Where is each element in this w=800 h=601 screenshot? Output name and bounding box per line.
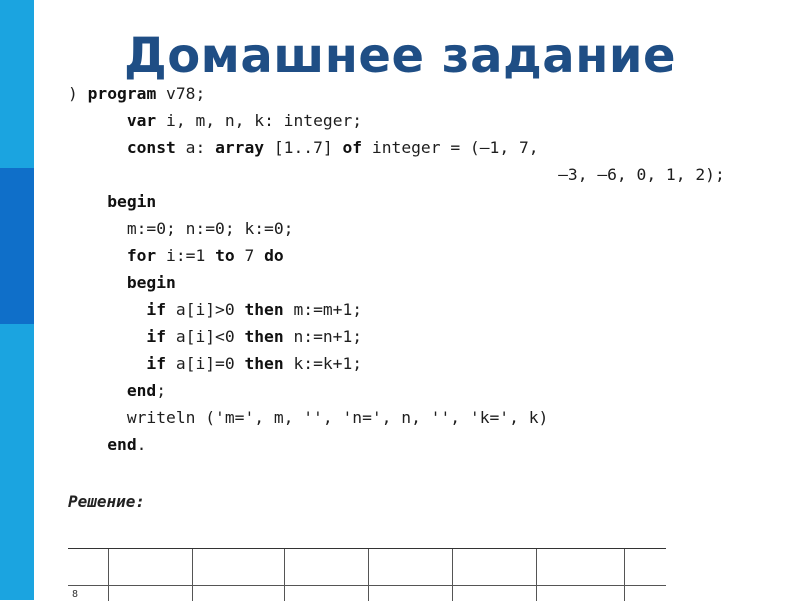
code-text: [1..7]: [264, 138, 343, 157]
code-keyword: to: [215, 246, 235, 265]
code-text: i, m, n, k: integer;: [156, 111, 363, 130]
code-text: [68, 192, 107, 211]
code-keyword: if: [146, 300, 167, 319]
code-line: [68, 215, 725, 242]
code-keyword: if: [146, 354, 167, 373]
code-text: [68, 435, 107, 454]
code-line: [68, 323, 725, 350]
code-line: [68, 107, 725, 134]
code-keyword: end: [107, 435, 137, 454]
code-listing: [68, 80, 725, 458]
code-text: [68, 381, 127, 400]
code-text: a[i]=0: [166, 354, 245, 373]
code-keyword: then: [244, 327, 284, 346]
solution-label: Решение:: [68, 492, 146, 511]
code-keyword: then: [244, 354, 284, 373]
code-keyword: array: [215, 138, 265, 157]
code-line: [68, 377, 725, 404]
code-keyword: then: [244, 300, 284, 319]
table-row: [68, 549, 666, 586]
table-column-divider: [192, 549, 193, 601]
code-keyword: const: [126, 138, 176, 157]
code-keyword: of: [342, 138, 363, 157]
code-text: 7: [234, 246, 265, 265]
code-line: [68, 134, 725, 161]
code-text: [68, 111, 127, 130]
code-text: [68, 327, 146, 346]
code-keyword: if: [146, 327, 167, 346]
solution-table: [68, 548, 666, 601]
table-column-divider: [284, 549, 285, 601]
code-line: [68, 161, 725, 188]
code-keyword: begin: [107, 192, 157, 211]
code-line: [68, 296, 725, 323]
code-keyword: do: [264, 246, 284, 265]
table-row-label: 8: [72, 589, 79, 600]
code-text: ): [68, 84, 78, 103]
code-line: [68, 404, 725, 431]
code-line: [68, 188, 725, 215]
code-text: v78;: [156, 84, 206, 103]
table-column-divider: [624, 549, 625, 601]
code-text: m:=m+1;: [283, 300, 363, 319]
table-column-divider: [108, 549, 109, 601]
code-line: [68, 431, 725, 458]
code-text: [68, 354, 146, 373]
code-text: integer = (–1, 7,: [362, 138, 539, 157]
code-line: [68, 80, 725, 107]
code-keyword: program: [87, 84, 157, 103]
code-text: [68, 273, 127, 292]
slide-title: Домашнее задание: [123, 28, 677, 84]
table-column-divider: [536, 549, 537, 601]
code-text: .: [136, 435, 147, 454]
code-text: a[i]>0: [166, 300, 245, 319]
code-keyword: begin: [126, 273, 176, 292]
code-text: –3, –6, 0, 1, 2);: [68, 165, 725, 184]
code-line: [68, 350, 725, 377]
code-text: a:: [175, 138, 216, 157]
code-keyword: for: [126, 246, 157, 265]
code-text: m:=0; n:=0; k:=0;: [68, 219, 294, 238]
code-line: [68, 242, 725, 269]
table-column-divider: [452, 549, 453, 601]
code-text: a[i]<0: [166, 327, 245, 346]
code-keyword: end: [126, 381, 157, 400]
code-keyword: var: [126, 111, 157, 130]
code-text: [78, 84, 88, 103]
code-text: writeln ('m=', m, '', 'n=', n, '', 'k=', k): [68, 408, 549, 427]
left-accent-bar-highlight: [0, 168, 34, 324]
code-text: k:=k+1;: [283, 354, 363, 373]
code-text: ;: [156, 381, 167, 400]
code-text: [68, 300, 146, 319]
table-column-divider: [368, 549, 369, 601]
code-text: [68, 246, 127, 265]
code-text: n:=n+1;: [283, 327, 363, 346]
code-line: [68, 269, 725, 296]
code-text: i:=1: [156, 246, 216, 265]
code-text: [68, 138, 127, 157]
